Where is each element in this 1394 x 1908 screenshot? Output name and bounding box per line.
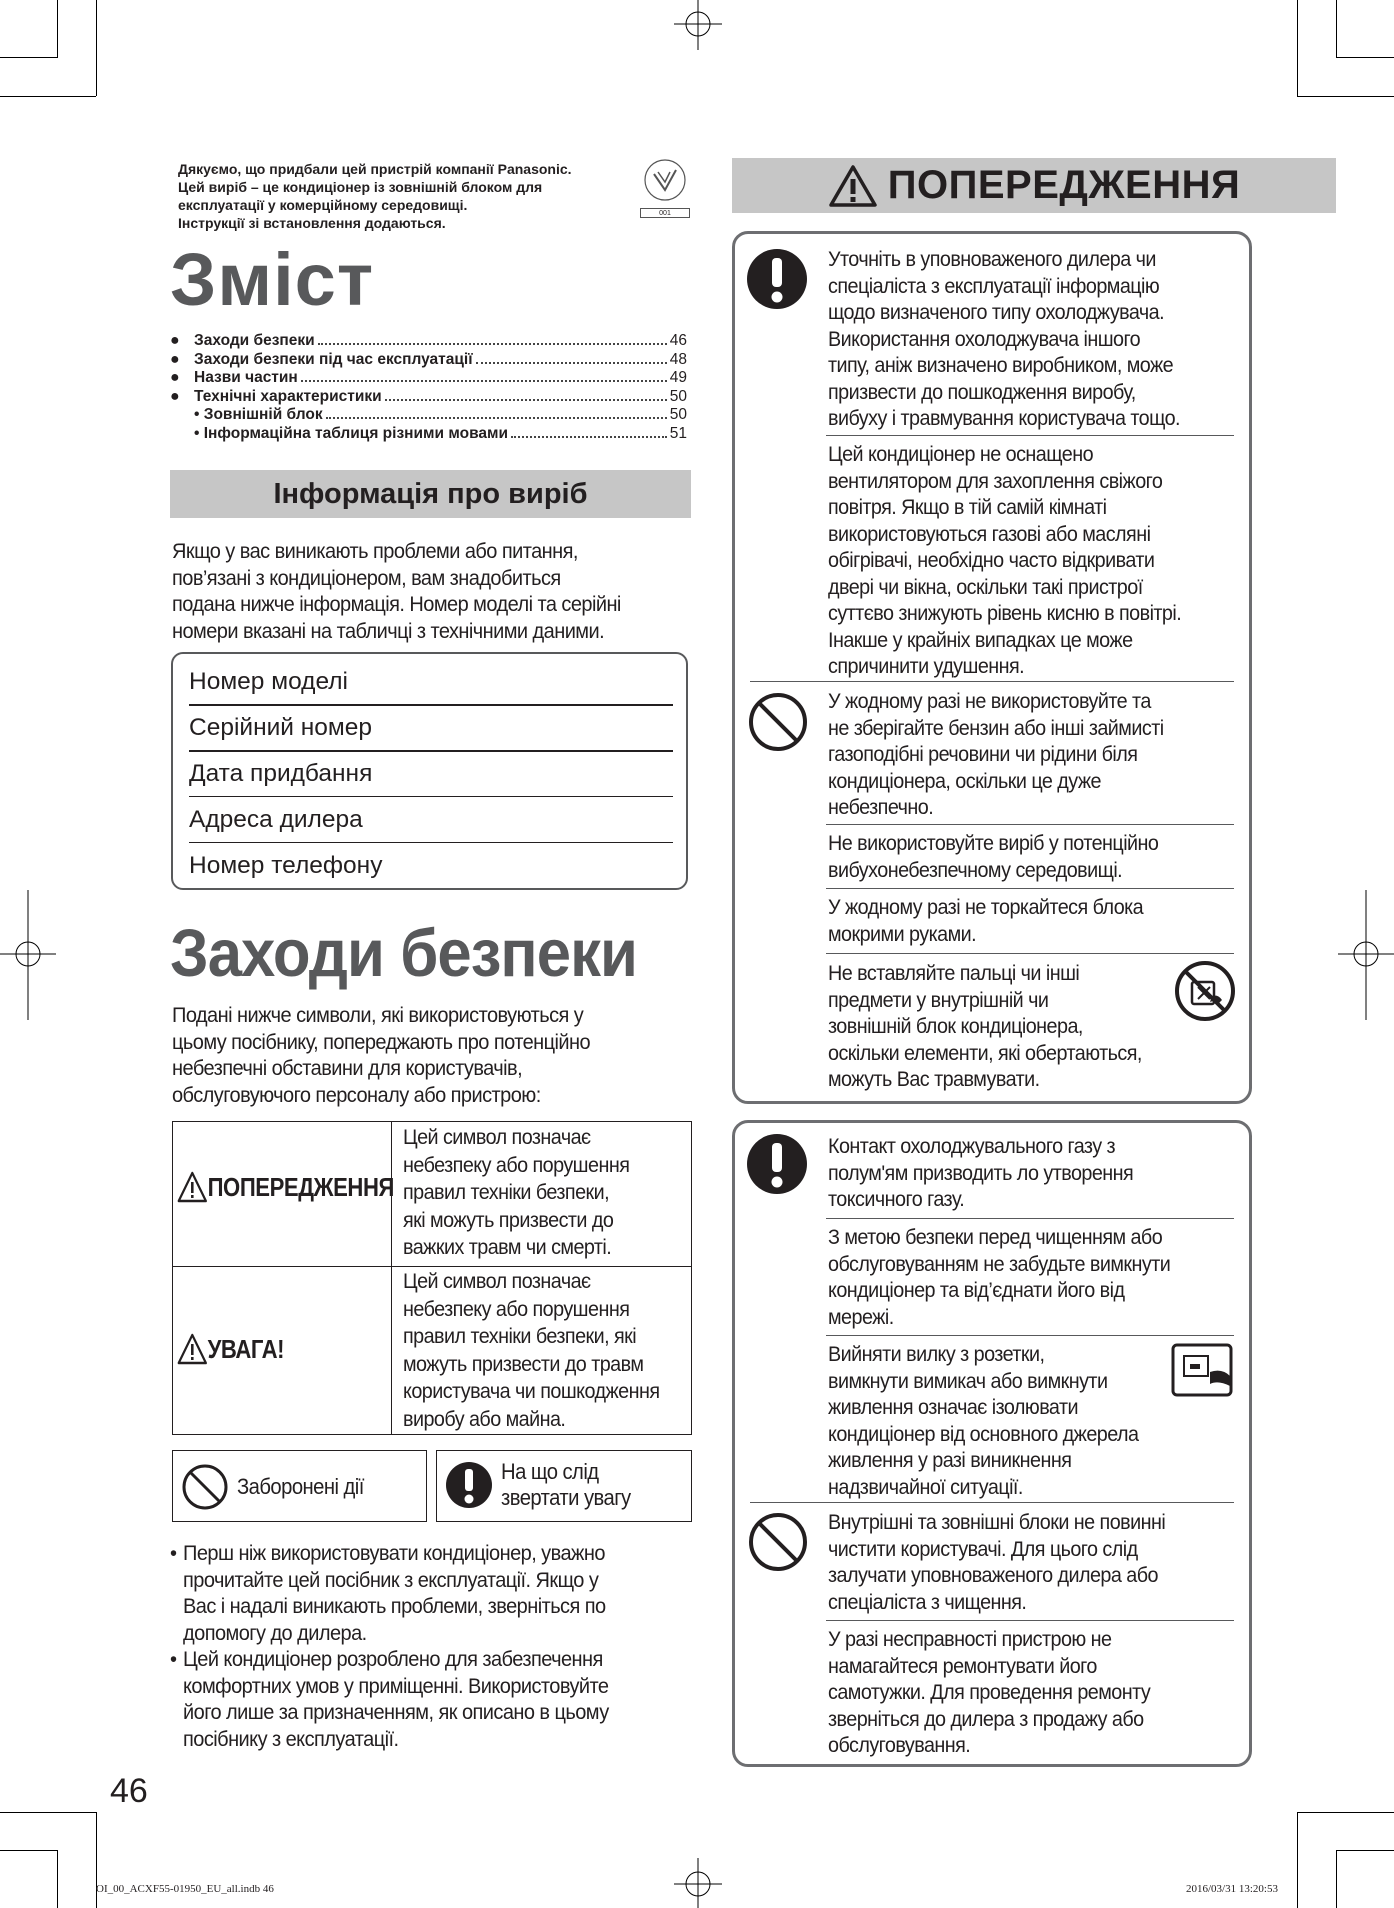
- text-line: Перш ніж використовувати кондиціонер, уважно: [183, 1541, 605, 1565]
- text-line: спеціаліста з чищення.: [828, 1589, 1027, 1614]
- certification-mark-icon: [640, 158, 690, 204]
- text-line: Цей символ позначає: [403, 1125, 591, 1149]
- warning-item: [828, 1341, 1138, 1500]
- text-line: кондиціонер від основного джерела: [828, 1421, 1139, 1446]
- text-line: використовуються газові або масляні: [828, 521, 1151, 546]
- text-line: користувача чи пошкодження: [403, 1379, 660, 1403]
- warning-item: [828, 894, 1143, 947]
- text-line: важких травм чи смерті.: [403, 1235, 612, 1259]
- warning-item: [828, 960, 1142, 1093]
- exclamation-icon: [445, 1461, 493, 1509]
- prohibited-icon: [748, 692, 808, 752]
- divider: [826, 435, 1234, 436]
- intro-line: Інструкції зі встановлення додаються.: [178, 215, 446, 231]
- dealer-address-field[interactable]: Адреса дилера: [189, 798, 673, 843]
- text-line: Інакше у крайніх випадках це може: [828, 627, 1133, 652]
- text-line: комфортних умов у приміщенні. Використовуйте: [183, 1673, 609, 1698]
- text-line: спеціаліста з експлуатації інформацію: [828, 273, 1160, 298]
- symbol-legend-table: [172, 1121, 692, 1435]
- page-number: 46: [110, 1772, 148, 1810]
- text-line: які можуть призвести до: [403, 1207, 614, 1232]
- text-line: У разі несправності пристрою не: [828, 1627, 1112, 1651]
- text-line: Контакт охолоджувального газу з: [828, 1134, 1116, 1158]
- bullet-item: • Перш ніж використовувати кондиціонер, уважно прочитайте цей посібник з експлуатації. Якщо у Вас і надалі виникають проблеми, зверніться по допомогу до дилера.: [170, 1541, 606, 1645]
- prohibited-legend-box: [172, 1450, 427, 1522]
- text-line: не зберігайте бензин або інші займисті: [828, 715, 1164, 740]
- text-line: вибуху і травмування користувача тощо.: [828, 406, 1180, 430]
- attention-legend-box: [436, 1450, 692, 1522]
- text-line: небезпеку або порушення: [403, 1296, 630, 1321]
- seal-code: 001: [640, 208, 690, 218]
- product-info-heading: Інформація про виріб: [170, 470, 691, 518]
- text-line: мокрими руками.: [828, 921, 977, 946]
- toc-item[interactable]: ● Технічні характеристики 50: [170, 387, 687, 405]
- warning-item: [828, 830, 1158, 883]
- text-line: спричинити удушення.: [828, 654, 1025, 678]
- registration-mark-right: [1338, 890, 1394, 1020]
- text-line: Цей символ позначає: [403, 1269, 591, 1293]
- text-line: обслуговуванням не забудьте вимкнути: [828, 1251, 1171, 1276]
- text-line: вентилятором для захоплення свіжого: [828, 468, 1163, 493]
- caution-legend-label: УВАГА!: [177, 1332, 284, 1366]
- divider: [826, 1218, 1234, 1219]
- table-of-contents: [170, 332, 687, 444]
- safety-bullets: [170, 1540, 609, 1752]
- product-info-text: [172, 538, 693, 644]
- text-line: Цей кондиціонер розроблено для забезпечення: [183, 1647, 603, 1671]
- text-line: У жодному разі не торкайтеся блока: [828, 895, 1144, 919]
- purchase-date-field[interactable]: Дата придбання: [189, 752, 673, 797]
- divider: [750, 1502, 1234, 1503]
- text-line: обігрівачі, необхідно часто відкривати: [828, 548, 1155, 572]
- certification-seal: [640, 158, 690, 222]
- text-line: Уточніть в уповноваженого дилера чи: [828, 247, 1156, 271]
- text-line: У жодному разі не використовуйте та: [828, 689, 1151, 713]
- text-line: цьому посібнику, попереджають про потенційно: [172, 1029, 591, 1054]
- text-line: Вас і надалі виникають проблеми, зверніться по: [183, 1594, 606, 1618]
- text-line: Внутрішні та зовнішні блоки не повинні: [828, 1510, 1166, 1534]
- text-line: Не вставляйте пальці чи інші: [828, 961, 1080, 985]
- caution-triangle-icon: [177, 1332, 208, 1366]
- text-line: номери вказані на табличці з технічними даними.: [172, 618, 605, 643]
- text-line: полум'ям призводить ло утворення: [828, 1160, 1134, 1185]
- text-line: кондиціонера, оскільки це дуже: [828, 768, 1101, 793]
- toc-item[interactable]: ● Заходи безпеки 46: [170, 332, 687, 349]
- text-line: На що слід: [501, 1459, 599, 1484]
- text-line: вибухонебезпечному середовищі.: [828, 857, 1123, 882]
- toc-subitem[interactable]: • Інформаційна таблиця різними мовами 51: [194, 424, 687, 442]
- text-line: предмети у внутрішній чи: [828, 987, 1049, 1012]
- warning-legend-text: [403, 1124, 629, 1262]
- prohibited-icon: [181, 1463, 229, 1511]
- text-line: його лише за призначенням, як описано в цьому: [183, 1700, 609, 1724]
- intro-text: [178, 160, 618, 232]
- warning-item: [828, 441, 1181, 680]
- text-line: оскільки елементи, які обертаються,: [828, 1040, 1142, 1065]
- text-line: прочитайте цей посібник з експлуатації. Якщо у: [183, 1567, 599, 1592]
- model-number-field[interactable]: Номер моделі: [189, 660, 673, 706]
- warning-item: [828, 1133, 1133, 1213]
- text-line: З метою безпеки перед чищенням або: [828, 1225, 1163, 1249]
- text-line: допомогу до дилера.: [183, 1620, 367, 1645]
- text-line: щодо визначеного типу охолоджувача.: [828, 300, 1165, 324]
- safety-title: Заходи безпеки: [170, 916, 638, 991]
- text-line: газоподібні речовини чи рідини біля: [828, 742, 1138, 766]
- text-line: кондиціонер та від’єднати його від: [828, 1278, 1125, 1302]
- text-line: Використання охолоджувача іншого: [828, 326, 1141, 351]
- unplug-icon: [1170, 1342, 1236, 1398]
- warning-triangle-icon: [177, 1170, 208, 1204]
- text-line: зовнішній блок кондиціонера,: [828, 1014, 1083, 1038]
- divider: [826, 888, 1234, 889]
- text-line: повітря. Якщо в тій самій кімнаті: [828, 495, 1107, 519]
- warning-heading: ПОПЕРЕДЖЕННЯ: [732, 158, 1336, 213]
- text-line: призвести до пошкодження виробу,: [828, 379, 1136, 404]
- intro-line: Цей виріб – це кондиціонер із зовнішній блоком для: [178, 179, 543, 195]
- text-line: Не використовуйте виріб у потенційно: [828, 831, 1159, 855]
- text-line: намагайтеся ремонтувати його: [828, 1653, 1097, 1678]
- safety-intro: [172, 1002, 590, 1108]
- toc-title: Зміст: [170, 238, 375, 321]
- text-line: небезпечно.: [828, 795, 934, 819]
- text-line: Подані нижче символи, які використовуються у: [172, 1003, 584, 1027]
- warning-legend-label: ПОПЕРЕДЖЕННЯ: [177, 1170, 394, 1204]
- bullet-item: • Цей кондиціонер розроблено для забезпечення комфортних умов у приміщенні. Використовуйте його лише за призначенням, як описано в цьому посібнику з експлуатації.: [170, 1647, 609, 1751]
- no-fingers-fan-icon: [1174, 960, 1236, 1022]
- text-line: вимкнути вимикач або вимкнути: [828, 1368, 1108, 1393]
- registration-mark-bottom: [670, 1852, 726, 1908]
- text-line: виробу або майна.: [403, 1406, 566, 1431]
- prohibited-label: Заборонені дії: [237, 1474, 364, 1499]
- warning-item: [828, 688, 1164, 821]
- text-line: звертати увагу: [501, 1485, 631, 1510]
- text-line: чистити користувачі. Для цього слід: [828, 1536, 1138, 1561]
- text-line: правил техніки безпеки,: [403, 1180, 610, 1204]
- caution-legend-text: [403, 1268, 660, 1433]
- phone-number-field[interactable]: Номер телефону: [189, 852, 383, 879]
- prohibited-icon: [748, 1512, 808, 1572]
- toc-item[interactable]: ● Заходи безпеки під час експлуатації 48: [170, 350, 687, 368]
- divider: [750, 681, 1234, 682]
- attention-label: [501, 1459, 631, 1511]
- print-slug-file: OI_00_ACXF55-01950_EU_all.indb 46: [96, 1883, 274, 1895]
- divider: [826, 1335, 1234, 1336]
- text-line: живлення у разі виникнення: [828, 1448, 1072, 1472]
- text-line: обслуговування.: [828, 1733, 971, 1757]
- text-line: Якщо у вас виникають проблеми або питання,: [172, 539, 578, 563]
- serial-number-field[interactable]: Серійний номер: [189, 706, 673, 752]
- text-line: обслуговуючого персоналу або пристрою:: [172, 1082, 541, 1107]
- divider: [826, 824, 1234, 825]
- toc-subitem[interactable]: • Зовнішній блок 50: [194, 406, 687, 424]
- registration-mark-left: [0, 890, 56, 1020]
- divider: [826, 1620, 1234, 1621]
- text-line: подана нижче інформація. Номер моделі та серійні: [172, 592, 621, 616]
- warning-item: [828, 246, 1180, 432]
- text-line: зверніться до дилера з продажу або: [828, 1706, 1144, 1731]
- text-line: самотужки. Для проведення ремонту: [828, 1680, 1151, 1704]
- text-line: залучати уповноваженого дилера або: [828, 1563, 1158, 1587]
- text-line: можуть призвести до травм: [403, 1351, 644, 1376]
- text-line: мережі.: [828, 1304, 894, 1329]
- text-line: надзвичайної ситуації.: [828, 1474, 1023, 1499]
- divider: [826, 953, 1234, 954]
- warning-item: [828, 1626, 1150, 1759]
- text-line: типу, аніж визначено виробником, може: [828, 353, 1174, 377]
- text-line: Вийняти вилку з розетки,: [828, 1342, 1045, 1366]
- text-line: посібнику з експлуатації.: [183, 1726, 399, 1751]
- warning-item: [828, 1509, 1165, 1615]
- text-line: пов’язані з кондиціонером, вам знадобиться: [172, 565, 561, 590]
- text-line: небезпечні обставини для користувачів,: [172, 1056, 523, 1080]
- registration-mark-top: [670, 0, 726, 56]
- toc-item[interactable]: ● Назви частин 49: [170, 369, 687, 387]
- warning-triangle-icon: [828, 164, 878, 208]
- print-slug-timestamp: 2016/03/31 13:20:53: [1186, 1883, 1278, 1895]
- text-line: двері чи вікна, оскільки такі пристрої: [828, 574, 1143, 599]
- intro-line: експлуатації у комерційному середовищі.: [178, 197, 468, 213]
- text-line: живлення означає ізолювати: [828, 1395, 1078, 1419]
- text-line: правил техніки безпеки, які: [403, 1324, 637, 1348]
- text-line: токсичного газу.: [828, 1187, 965, 1211]
- intro-line: Дякуємо, що придбали цей пристрій компанії Panasonic.: [178, 161, 572, 177]
- text-line: небезпеку або порушення: [403, 1152, 630, 1177]
- text-line: суттєво знижують рівень кисню в повітрі.: [828, 601, 1182, 625]
- warning-item: [828, 1224, 1170, 1330]
- text-line: Цей кондиціонер не оснащено: [828, 442, 1094, 466]
- product-info-form: [171, 652, 688, 890]
- text-line: можуть Вас травмувати.: [828, 1067, 1040, 1091]
- exclamation-icon: [746, 1133, 808, 1195]
- exclamation-icon: [746, 248, 808, 310]
